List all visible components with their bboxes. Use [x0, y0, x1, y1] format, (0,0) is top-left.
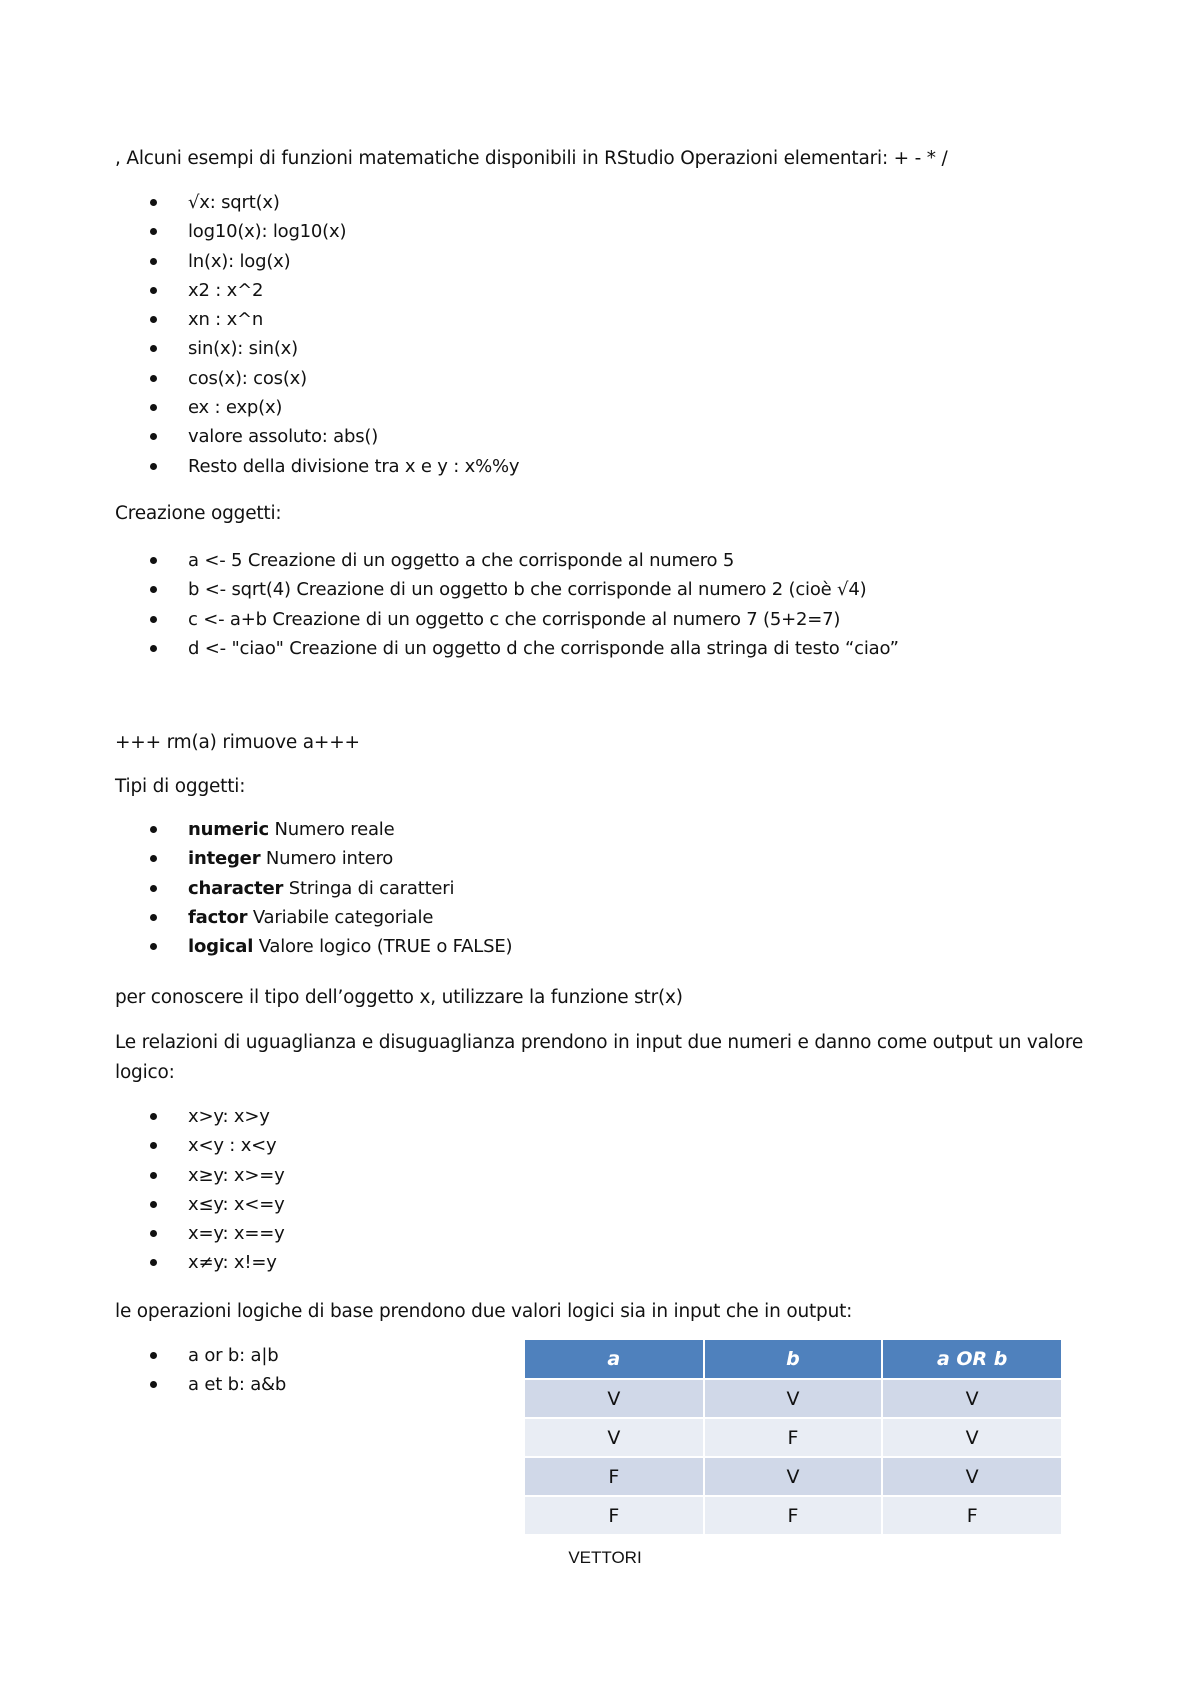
- footer-heading: VETTORI: [568, 1548, 642, 1567]
- bullet-icon: [150, 586, 157, 593]
- column-header: a OR b: [882, 1340, 1061, 1379]
- bullet-icon: [150, 557, 157, 564]
- table-row: [525, 1457, 1061, 1496]
- table-cell: F: [525, 1496, 704, 1534]
- type-name: logical: [188, 936, 254, 958]
- bullet-icon: [150, 914, 157, 921]
- type-desc: Stringa di caratteri: [283, 877, 455, 899]
- table-cell: V: [704, 1379, 883, 1418]
- bullet-icon: [150, 316, 157, 323]
- bullet-icon: [150, 826, 157, 833]
- truth-table: [525, 1340, 1061, 1534]
- bullet-icon: [150, 1381, 157, 1388]
- types-heading: Tipi di oggetti:: [115, 776, 246, 797]
- type-name: numeric: [188, 819, 269, 840]
- table-row: [525, 1418, 1061, 1457]
- str-note: per conoscere il tipo dell’oggetto x, utilizzare la funzione str(x): [115, 987, 683, 1008]
- type-name: factor: [188, 906, 248, 928]
- table-cell: V: [882, 1379, 1061, 1418]
- table-cell: F: [882, 1496, 1061, 1534]
- table-cell: V: [882, 1457, 1061, 1496]
- table-cell: F: [704, 1496, 883, 1534]
- bullet-icon: [150, 258, 157, 265]
- bullet-icon: [150, 287, 157, 294]
- table-cell: V: [882, 1418, 1061, 1457]
- table-header-row: [525, 1340, 1061, 1379]
- table-cell: V: [525, 1418, 704, 1457]
- bullet-icon: [150, 463, 157, 470]
- bullet-icon: [150, 1352, 157, 1359]
- bullet-icon: [150, 228, 157, 235]
- table-cell: V: [704, 1457, 883, 1496]
- bullet-icon: [150, 1230, 157, 1237]
- type-desc: Valore logico (TRUE o FALSE): [253, 936, 513, 958]
- bullet-icon: [150, 1201, 157, 1208]
- bullet-icon: [150, 943, 157, 950]
- table-row: [525, 1496, 1061, 1534]
- type-desc: Variabile categoriale: [247, 906, 434, 928]
- bullet-icon: [150, 855, 157, 862]
- table-cell: V: [525, 1379, 704, 1418]
- bullet-icon: [150, 1142, 157, 1149]
- intro-text: , Alcuni esempi di funzioni matematiche disponibili in RStudio Operazioni elementari: + - * /: [115, 148, 948, 169]
- table-cell: F: [704, 1418, 883, 1457]
- remove-line: +++ rm(a) rimuove a+++: [115, 732, 360, 753]
- type-desc: Numero intero: [260, 848, 394, 870]
- bullet-icon: [150, 1172, 157, 1179]
- bullet-icon: [150, 199, 157, 206]
- relations-intro: Le relazioni di uguaglianza e disuguaglianza prendono in input due numeri e danno come output un valore logico:: [115, 1032, 1084, 1083]
- bullet-icon: [150, 645, 157, 652]
- column-header: b: [704, 1340, 883, 1379]
- document-page: , Alcuni esempi di funzioni matematiche disponibili in RStudio Operazioni elementari: + - * / √x: sqrt(x) log10(x): log10(x) ln(x): log(x) x2 : x^2 xn : x^n sin(x): sin(x) cos(x): cos(x) ex : exp(x) valore assoluto: abs() Resto della divisione tra x e y : x%%y Creazione oggetti: a <- 5 Creazione di un oggetto a che corrisponde al numero 5 b <- sqrt(4) Creazione di un oggetto b che corrisponde al numero 2 (cioè √4) c <- a+b Creazione di un oggetto c che corrisponde al numero 7 (5+2=7) d <- "ciao" Creazione di un oggetto d che corrisponde alla stringa di testo “ciao” +++ rm(a) rimuove a+++ Tipi di oggetti: numeric Numero reale integer Numero intero character Stringa di caratteri factor Variabile categoriale logical Valore logico (TRUE o FALSE) per conoscere il tipo dell’oggetto x, utilizzare la funzione str(x) Le relazioni di uguaglianza e disuguaglianza prendono in input due numeri e danno come output un valore logico: x>y: x>y x<y : x<y x≥y: x>=y x≤y: x<=y x=y: x==y x≠y: x!=y le operazioni logiche di base prendono due valori logici sia in input che in output: a or b: a|b a et b: a&b a b a OR b V V V V F V F V V F F F VETTORI: [0, 0, 1200, 1698]
- table-cell: F: [525, 1457, 704, 1496]
- bullet-icon: [150, 1259, 157, 1266]
- type-desc: Numero reale: [268, 819, 395, 840]
- logic-intro: le operazioni logiche di base prendono due valori logici sia in input che in output:: [115, 1301, 853, 1322]
- bullet-icon: [150, 345, 157, 352]
- type-name: character: [188, 877, 284, 899]
- bullet-icon: [150, 433, 157, 440]
- bullet-icon: [150, 885, 157, 892]
- bullet-icon: [150, 404, 157, 411]
- objects-heading: Creazione oggetti:: [115, 503, 282, 524]
- table-row: [525, 1379, 1061, 1418]
- column-header: a: [525, 1340, 704, 1379]
- type-name: integer: [188, 848, 261, 870]
- bullet-icon: [150, 1113, 157, 1120]
- bullet-icon: [150, 616, 157, 623]
- bullet-icon: [150, 375, 157, 382]
